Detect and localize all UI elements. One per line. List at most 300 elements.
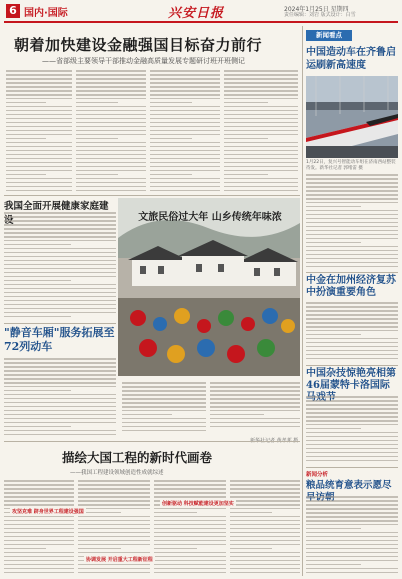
text-line: [230, 520, 300, 522]
text-line: [154, 536, 226, 538]
text-line: [4, 316, 71, 318]
text-line: [306, 520, 398, 522]
econ-article-text: [306, 302, 398, 364]
text-line: [76, 106, 146, 108]
text-line: [122, 430, 206, 432]
right-divider-2: [306, 365, 398, 366]
text-line: [78, 516, 150, 518]
text-line: [6, 166, 72, 168]
text-line: [224, 174, 268, 176]
text-line: [230, 524, 300, 526]
text-line: [6, 190, 72, 192]
text-line: [78, 508, 150, 510]
text-line: [210, 414, 264, 416]
text-line: [4, 272, 116, 274]
text-line: [224, 142, 298, 144]
text-line: [4, 382, 116, 384]
text-line: [224, 82, 298, 84]
column-divider: [302, 26, 303, 576]
text-line: [306, 214, 398, 216]
quiet-carriage-headline: "静音车厢"服务拓展至72列动车: [4, 326, 115, 353]
text-line: [4, 532, 74, 534]
text-line: [4, 402, 116, 404]
text-line: [4, 248, 116, 250]
text-line: [4, 480, 74, 482]
text-line: [76, 174, 118, 176]
text-line: [306, 424, 398, 426]
text-line: [306, 242, 361, 244]
text-line: [6, 150, 72, 152]
text-line: [6, 82, 72, 84]
text-line: [154, 480, 226, 482]
text-line: [306, 246, 398, 248]
text-line: [224, 114, 298, 116]
text-line: [78, 536, 150, 538]
text-line: [224, 158, 298, 160]
news-analysis-tag: 新闻分析: [306, 472, 329, 478]
seed-headline: 粮品统育意表示愿尽: [306, 480, 392, 491]
text-line: [306, 254, 398, 256]
text-line: [306, 190, 398, 192]
text-line: [230, 508, 300, 510]
text-line: [306, 396, 398, 398]
text-line: [76, 74, 146, 76]
text-line: [122, 390, 206, 392]
text-line: [122, 418, 206, 420]
right-divider-1: [306, 272, 398, 273]
text-line: [76, 102, 118, 104]
text-line: [306, 210, 398, 212]
text-line: [224, 106, 298, 108]
text-line: [230, 516, 300, 518]
bottom-subhead: ——我国工程建设领域创造性成就综述: [70, 470, 164, 476]
text-line: [4, 496, 74, 498]
text-line: [4, 260, 116, 262]
text-line: [76, 70, 146, 72]
text-line: [78, 528, 150, 530]
text-line: [4, 398, 116, 400]
text-line: [76, 122, 146, 124]
text-line: [210, 406, 300, 408]
page-number: 6: [6, 4, 20, 18]
text-line: [224, 110, 298, 112]
text-line: [306, 350, 398, 352]
text-line: [230, 560, 300, 562]
article-text-col-3: [150, 70, 220, 194]
text-line: [154, 564, 226, 566]
text-line: [154, 540, 226, 542]
text-line: [78, 492, 150, 494]
text-line: [122, 406, 206, 408]
acrobatics-article-text: [306, 396, 398, 466]
text-line: [306, 354, 398, 356]
text-line: [78, 548, 121, 550]
text-line: [78, 552, 150, 554]
text-line: [6, 186, 72, 188]
text-line: [224, 126, 298, 128]
text-line: [306, 548, 398, 550]
text-line: [210, 386, 300, 388]
text-line: [150, 142, 220, 144]
text-line: [6, 170, 72, 172]
family-health-text: [4, 212, 116, 322]
text-line: [150, 130, 220, 132]
text-line: [306, 528, 361, 530]
text-line: [306, 524, 398, 526]
main-headline: 朝着加快建设金融强国目标奋力前行: [14, 36, 263, 54]
text-line: [306, 194, 398, 196]
text-line: [4, 500, 74, 502]
text-line: [306, 330, 398, 332]
text-line: [154, 528, 226, 530]
text-line: [4, 488, 74, 490]
text-line: [122, 422, 206, 424]
text-line: [4, 212, 116, 214]
text-line: [4, 228, 116, 230]
text-line: [224, 118, 298, 120]
text-line: [4, 244, 71, 246]
text-line: [6, 86, 72, 88]
text-line: [150, 114, 220, 116]
text-line: [4, 216, 116, 218]
text-line: [6, 122, 72, 124]
text-line: [150, 174, 192, 176]
text-line: [78, 572, 150, 574]
text-line: [224, 130, 298, 132]
text-line: [150, 122, 220, 124]
right-divider-3: [306, 467, 398, 468]
text-line: [6, 118, 72, 120]
text-line: [306, 342, 398, 344]
text-line: [306, 560, 398, 562]
text-line: [150, 118, 220, 120]
text-line: [76, 154, 146, 156]
text-line: [230, 488, 300, 490]
issue-date: 2024年1月25日 星期四: [284, 6, 349, 13]
text-line: [306, 234, 398, 236]
article-text-col-2: [76, 70, 146, 194]
article-text-col-1: [6, 70, 72, 194]
text-line: [150, 110, 220, 112]
acrobatics-headline: 中国杂技惊艳亮相第46届蒙特卡洛国际: [306, 368, 396, 391]
text-line: [4, 572, 74, 574]
text-line: [4, 484, 74, 486]
family-health-headline: 我国全面开展健康家庭建: [4, 201, 109, 212]
text-line: [76, 110, 146, 112]
text-line: [4, 358, 116, 360]
text-line: [6, 158, 72, 160]
text-line: [6, 138, 46, 140]
text-line: [306, 310, 398, 312]
left-divider: [4, 323, 116, 324]
text-line: [306, 448, 398, 450]
text-line: [150, 94, 220, 96]
text-line: [224, 70, 298, 72]
text-line: [306, 178, 398, 180]
text-line: [306, 318, 398, 320]
seed-article-text: [306, 496, 398, 576]
text-line: [306, 174, 398, 176]
text-line: [306, 544, 398, 546]
text-line: [4, 410, 116, 412]
text-line: [306, 218, 398, 220]
text-line: [306, 556, 398, 558]
editor-info: 责任编辑：刘岩 版式设计：白雪: [284, 12, 356, 18]
text-line: [306, 412, 398, 414]
bottom-subheading-1: 攻坚克难 跻身世界工程建设强国: [12, 509, 84, 515]
text-line: [306, 338, 398, 340]
text-line: [150, 182, 220, 184]
text-line: [306, 564, 361, 566]
text-line: [306, 326, 398, 328]
text-line: [154, 512, 197, 514]
text-line: [76, 150, 146, 152]
news-tag: 新闻看点: [306, 30, 352, 41]
text-line: [154, 496, 226, 498]
text-line: [306, 202, 398, 204]
text-line: [4, 252, 116, 254]
text-line: [76, 118, 146, 120]
text-line: [150, 150, 220, 152]
text-line: [78, 484, 150, 486]
text-line: [306, 250, 398, 252]
text-line: [4, 264, 116, 266]
text-line: [306, 496, 398, 498]
text-line: [306, 568, 398, 570]
text-line: [4, 394, 116, 396]
bottom-subheading-2: 创新驱动 科技赋能建设更加坚实: [162, 501, 234, 507]
text-line: [4, 268, 116, 270]
train-photo-caption: 1月22日，复兴号智能动车组在济南西站整装待发。新华社记者 郭绪雷 摄: [306, 160, 396, 171]
text-line: [4, 362, 116, 364]
text-line: [230, 544, 300, 546]
rail-article-text: [306, 174, 398, 272]
text-line: [4, 406, 116, 408]
text-line: [230, 484, 300, 486]
text-line: [122, 386, 206, 388]
text-line: [150, 158, 220, 160]
text-line: [224, 182, 298, 184]
text-line: [306, 452, 398, 454]
text-line: [306, 238, 398, 240]
text-line: [306, 230, 398, 232]
festival-photo: [118, 198, 300, 376]
text-line: [6, 142, 72, 144]
text-line: [306, 182, 398, 184]
text-line: [76, 178, 146, 180]
text-line: [230, 540, 300, 542]
rail-headline: 中国造动车在齐鲁启运刷新高速度: [306, 47, 396, 71]
text-line: [4, 300, 116, 302]
text-line: [76, 186, 146, 188]
text-line: [150, 70, 220, 72]
text-line: [4, 386, 116, 388]
text-line: [122, 402, 206, 404]
text-line: [6, 182, 72, 184]
text-line: [122, 398, 206, 400]
text-line: [4, 292, 116, 294]
text-line: [150, 138, 192, 140]
text-line: [78, 520, 150, 522]
text-line: [76, 182, 146, 184]
text-line: [224, 90, 298, 92]
text-line: [154, 532, 226, 534]
text-line: [6, 110, 72, 112]
text-line: [306, 512, 398, 514]
text-line: [306, 222, 398, 224]
text-line: [210, 410, 300, 412]
text-line: [122, 426, 206, 428]
text-line: [150, 74, 220, 76]
header-rule: [4, 21, 398, 23]
festival-left-text: [122, 382, 206, 436]
text-line: [76, 94, 146, 96]
bottom-subheading-3: 协调发展 开启重大工程新征程: [86, 557, 153, 563]
text-line: [6, 106, 72, 108]
text-line: [306, 302, 398, 304]
text-line: [306, 456, 398, 458]
text-line: [224, 190, 298, 192]
text-line: [154, 520, 226, 522]
text-line: [230, 536, 300, 538]
text-line: [154, 516, 226, 518]
text-line: [4, 390, 71, 392]
text-line: [6, 162, 72, 164]
text-line: [4, 232, 116, 234]
text-line: [78, 544, 150, 546]
text-line: [230, 572, 300, 574]
bottom-divider: [4, 441, 300, 442]
text-line: [306, 572, 398, 574]
text-line: [154, 488, 226, 490]
text-line: [76, 134, 146, 136]
text-line: [306, 516, 398, 518]
text-line: [306, 186, 398, 188]
text-line: [210, 402, 300, 404]
text-line: [306, 436, 398, 438]
text-line: [78, 480, 150, 482]
text-line: [6, 78, 72, 80]
text-line: [150, 82, 220, 84]
text-line: [154, 492, 226, 494]
text-line: [76, 190, 146, 192]
quiet-carriage-text: [4, 358, 116, 438]
text-line: [4, 520, 74, 522]
text-line: [306, 346, 398, 348]
text-line: [78, 568, 150, 570]
text-line: [76, 78, 146, 80]
text-line: [76, 158, 146, 160]
text-line: [224, 138, 268, 140]
text-line: [230, 492, 300, 494]
text-line: [230, 500, 300, 502]
text-line: [306, 266, 398, 268]
text-line: [230, 556, 300, 558]
text-line: [6, 174, 46, 176]
text-line: [210, 394, 300, 396]
text-line: [224, 166, 298, 168]
text-line: [6, 98, 72, 100]
text-line: [306, 408, 398, 410]
text-line: [122, 382, 206, 384]
text-line: [224, 186, 298, 188]
text-line: [4, 276, 116, 278]
text-line: [306, 420, 398, 422]
text-line: [4, 516, 74, 518]
text-line: [76, 82, 146, 84]
section-divider: [4, 195, 300, 196]
text-line: [4, 374, 116, 376]
text-line: [4, 366, 116, 368]
text-line: [306, 432, 398, 434]
text-line: [78, 532, 150, 534]
text-line: [210, 418, 300, 420]
text-line: [306, 440, 398, 442]
text-line: [306, 198, 398, 200]
text-line: [210, 422, 300, 424]
text-line: [210, 382, 300, 384]
text-line: [4, 492, 74, 494]
newspaper-logo: 兴安日报: [168, 6, 225, 21]
text-line: [4, 536, 74, 538]
text-line: [4, 568, 74, 570]
text-line: [4, 528, 74, 530]
text-line: [150, 102, 192, 104]
text-line: [154, 560, 226, 562]
text-line: [6, 126, 72, 128]
text-line: [224, 162, 298, 164]
text-line: [4, 378, 116, 380]
text-line: [4, 236, 116, 238]
text-line: [230, 528, 300, 530]
text-line: [150, 186, 220, 188]
text-line: [230, 564, 300, 566]
text-line: [76, 126, 146, 128]
text-line: [210, 390, 300, 392]
text-line: [230, 504, 300, 506]
text-line: [6, 70, 72, 72]
text-line: [6, 134, 72, 136]
text-line: [230, 512, 272, 514]
text-line: [4, 224, 116, 226]
text-line: [154, 556, 226, 558]
text-line: [4, 418, 116, 420]
text-line: [150, 98, 220, 100]
econ-headline: 中金在加州经济复苏中扮演重要角色: [306, 275, 396, 298]
text-line: [78, 488, 150, 490]
text-line: [78, 564, 150, 566]
text-line: [4, 280, 71, 282]
text-line: [150, 134, 220, 136]
text-line: [4, 296, 116, 298]
text-line: [4, 240, 116, 242]
text-line: [76, 170, 146, 172]
text-line: [4, 540, 74, 542]
text-line: [224, 78, 298, 80]
text-line: [76, 114, 146, 116]
text-line: [230, 548, 272, 550]
text-line: [224, 98, 298, 100]
text-line: [230, 568, 300, 570]
text-line: [150, 90, 220, 92]
text-line: [122, 414, 172, 416]
text-line: [306, 358, 398, 360]
text-line: [76, 130, 146, 132]
text-line: [4, 288, 116, 290]
text-line: [306, 306, 398, 308]
text-line: [4, 426, 71, 428]
text-line: [4, 556, 74, 558]
